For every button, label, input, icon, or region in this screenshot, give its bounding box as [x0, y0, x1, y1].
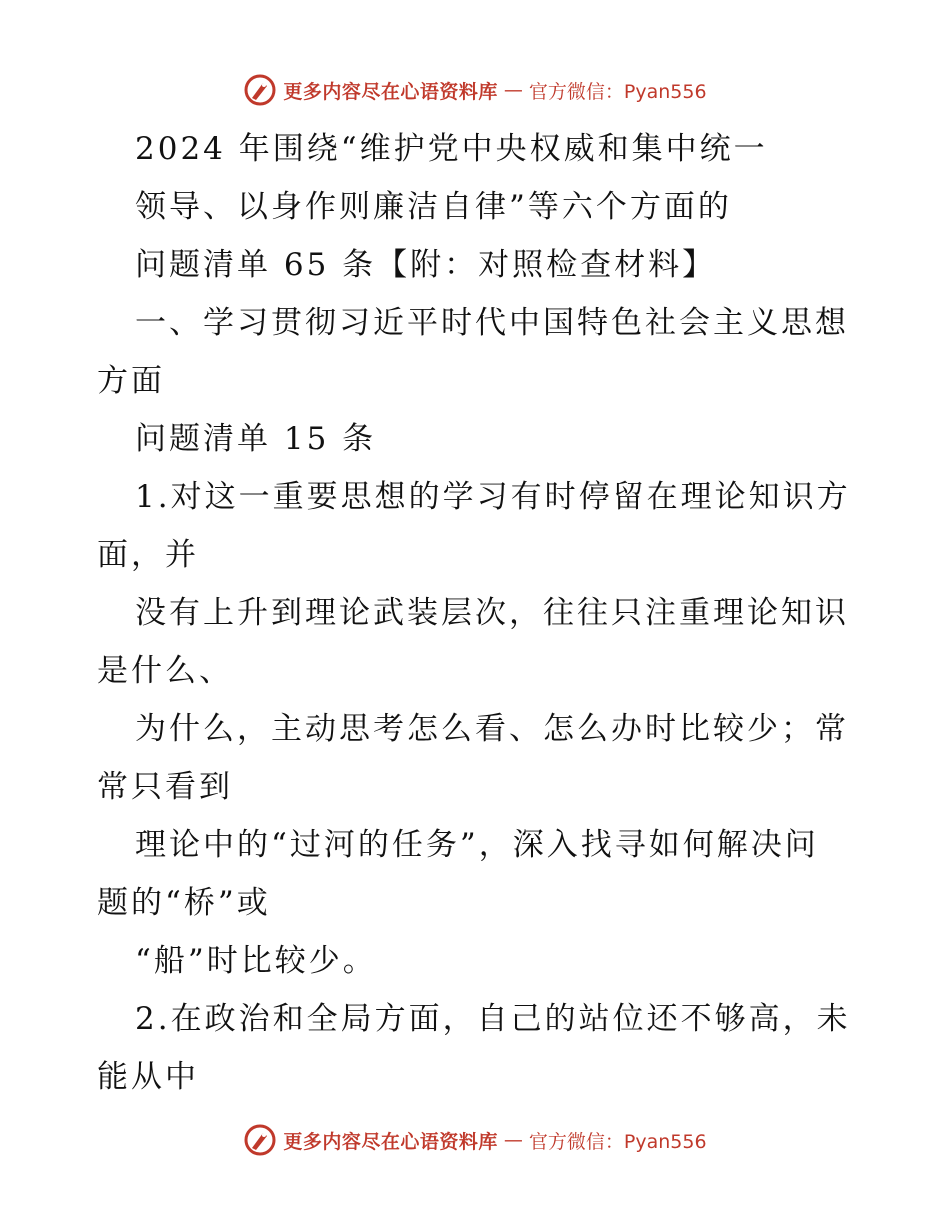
watermark-dash: — [503, 1129, 523, 1151]
section-heading-cont: 方面 [97, 363, 165, 399]
footer-watermark [0, 1120, 950, 1160]
paragraph-line: “船”时比较少。 [135, 943, 377, 979]
title-line-3: 问题清单 65 条【附：对照检查材料】 [135, 247, 717, 283]
header-watermark [0, 70, 950, 110]
paragraph-line: 1.对这一重要思想的学习有时停留在理论知识方 [135, 479, 851, 515]
paragraph-line: 理论中的“过河的任务”，深入找寻如何解决问 [135, 827, 819, 863]
document-body [97, 120, 857, 1106]
pen-logo-icon [243, 1123, 277, 1157]
watermark-contact: 官方微信：Pyan556 [528, 80, 707, 103]
paragraph-line: 能从中 [97, 1059, 199, 1095]
paragraph-line: 是什么、 [97, 653, 233, 689]
paragraph-line: 常只看到 [97, 769, 233, 805]
paragraph-line: 没有上升到理论武装层次，往往只注重理论知识 [135, 595, 849, 631]
paragraph-line: 2.在政治和全局方面，自己的站位还不够高，未 [135, 1001, 851, 1037]
subheading: 问题清单 15 条 [135, 421, 377, 457]
watermark-text: 更多内容尽在心语资料库 [283, 80, 498, 103]
title-line-1: 2024 年围绕“维护党中央权威和集中统一 [135, 131, 768, 167]
section-heading: 一、学习贯彻习近平时代中国特色社会主义思想 [135, 305, 849, 341]
paragraph-line: 为什么，主动思考怎么看、怎么办时比较少；常 [135, 711, 849, 747]
paragraph-line: 面，并 [97, 537, 199, 573]
watermark-contact: 官方微信：Pyan556 [528, 1130, 707, 1153]
watermark-dash: — [503, 79, 523, 101]
paragraph-line: 题的“桥”或 [97, 885, 271, 921]
pen-logo-icon [243, 73, 277, 107]
watermark-text: 更多内容尽在心语资料库 [283, 1130, 498, 1153]
title-line-2: 领导、以身作则廉洁自律”等六个方面的 [135, 189, 732, 225]
